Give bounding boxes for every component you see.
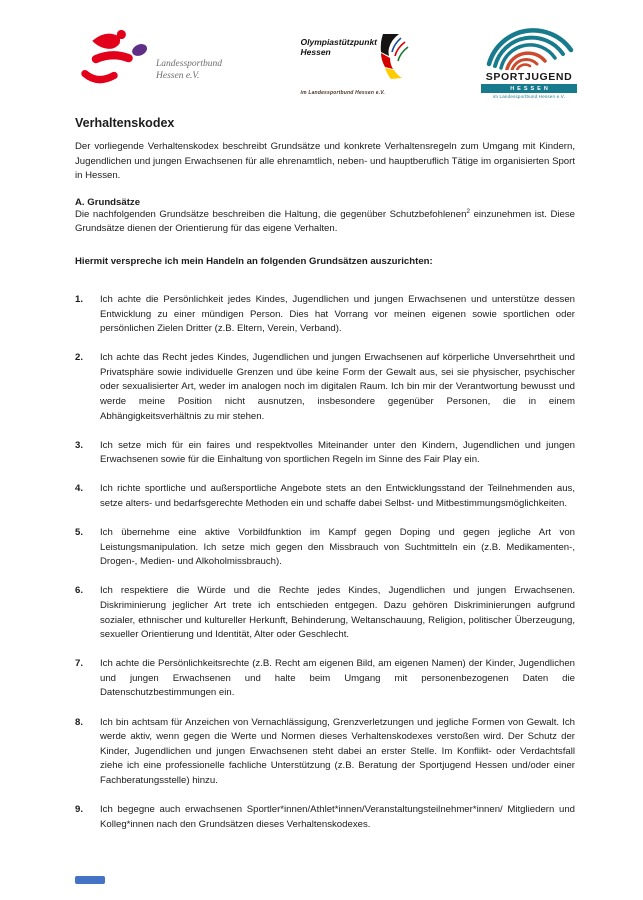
principles-list xyxy=(75,293,575,832)
item-text: Ich begegne auch erwachsenen Sportler*innen/Athlet*innen/Veranstaltungsteilnehmer*innen/ Mitgliedern und Kolleg*innen nach den Grundsätzen dieses Verhaltenskodexes. xyxy=(100,804,575,830)
item-text: Ich achte das Recht jedes Kindes, Jugendlichen und jungen Erwachsenen auf körperliche Unversehrtheit und Privatsphäre sowie individuelle Grenzen und übe keine Form der Gewalt aus, sei sie physischer, psychischer oder sexualisierter Art, weder im analogen noch im digitalen Raum. Ich bin mir der Verantwortung bewusst und werde meine Position nicht ausnutzen, insbesondere gegenüber Personen, die in einem Abhängigkeitsverhältnis zu mir stehen. xyxy=(100,352,575,422)
item-number: 3. xyxy=(75,439,84,451)
lsb-logo-line1: Landessportbund xyxy=(156,59,222,69)
sportjugend-logo-title: SPORTJUGEND xyxy=(485,71,573,83)
item-text: Ich übernehme eine aktive Vorbildfunktion im Kampf gegen Doping und gegen jegliche Art von Leistungsmanipulation. Ich setze mich gegen den Missbrauch von Suchtmitteln ein (z.B. Medikamenten-, Drogen-, Medien- und Alkoholmissbrauch). xyxy=(100,527,575,568)
sportjugend-hessen-logo xyxy=(477,26,581,99)
list-item xyxy=(75,351,575,424)
osp-title-line2: Hessen xyxy=(300,46,331,57)
section-a-text-before: Die nachfolgenden Grundsätze beschreiben die Haltung, die gegenüber Schutzbefohlenen xyxy=(75,208,467,220)
header-logos xyxy=(0,0,643,100)
section-a-body xyxy=(75,208,575,237)
sportjugend-logo-subtitle: im Landessportbund Hessen e.V. xyxy=(492,94,566,99)
item-text: Ich richte sportliche und außersportliche Angebote stets an den Entwicklungsstand der Teilnehmenden aus, setze alters- und bedarfsgerechte Methoden ein und schaffe dabei Selbst- und Mitbestimmungsmöglichkeiten. xyxy=(100,483,575,509)
item-number: 8. xyxy=(75,716,84,728)
lsb-hessen-logo xyxy=(74,26,256,94)
item-number: 6. xyxy=(75,585,84,597)
list-item xyxy=(75,716,575,789)
osp-hessen-logo xyxy=(301,26,433,96)
item-text: Ich achte die Persönlichkeit jedes Kindes, Jugendlichen und jungen Erwachsenen und unterstütze dessen Entwicklung zu einer mündigen Person. Dies hat Vorrang vor meinen eigenen sowie sportlichen oder persönlichen Zielen Dritter (z.B. Eltern, Verein, Verband). xyxy=(100,293,575,335)
promise-heading: Hiermit verspreche ich mein Handeln an folgenden Grundsätzen auszurichten: xyxy=(75,255,433,267)
footnote-marker: 2 xyxy=(466,207,471,215)
document-content xyxy=(0,116,643,832)
list-item xyxy=(75,482,575,511)
item-number: 2. xyxy=(75,352,84,364)
osp-title-line1: Olympiastützpunkt xyxy=(300,37,378,47)
section-a-heading: A. Grundsätze xyxy=(75,196,141,208)
osp-logo-title xyxy=(301,34,378,80)
lsb-logo-line2: Hessen e.V. xyxy=(156,71,200,81)
list-item xyxy=(75,439,575,468)
item-number: 1. xyxy=(75,293,84,305)
list-item xyxy=(75,293,575,337)
osp-logo-subtitle: im Landessportbund Hessen e.V. xyxy=(300,90,385,96)
lsb-athlete-icon xyxy=(74,26,156,94)
item-text: Ich bin achtsam für Anzeichen von Vernachlässigung, Grenzverletzungen und jegliche Formen von Gewalt. Ich werde aktiv, wenn gegen die Werte und Normen dieses Verhaltenskodexes verstoßen wird. Der Schutz der Kinder, Jugendlichen und jungen Erwachsenen steht dabei an erster Stelle. Im Konflikt- oder Verdachtsfall ziehe ich eine professionelle fachliche Unterstützung (z.B. Beratung der Sportjugend Hessen und/oder einer Fachberatungsstelle) hinzu. xyxy=(100,716,575,786)
item-number: 7. xyxy=(75,658,84,670)
list-item xyxy=(75,584,575,642)
intro-paragraph: Der vorliegende Verhaltenskodex beschreibt Grundsätze und konkrete Verhaltensregeln zum Umgang mit Kindern, Jugendlichen und jungen Erwachsenen für alle ehrenamtlich, neben- und hauptberuflich Tätige im organisierten Sport in Hessen. xyxy=(75,141,575,182)
item-number: 5. xyxy=(75,527,84,539)
sportjugend-arcs-icon xyxy=(481,28,577,70)
sportjugend-hessen-band: HESSEN xyxy=(481,84,577,93)
item-text: Ich setze mich für ein faires und respektvolles Miteinander unter den Kindern, Jugendlichen und jungen Erwachsenen sowie für die Einhaltung von sportlichen Regeln im Sinne des Fair Play ein. xyxy=(100,439,575,466)
section-a-text-after: einzunehmen ist. Diese Grundsätze dienen der Orientierung für das eigene Verhalten. xyxy=(75,208,576,235)
item-number: 9. xyxy=(75,804,84,815)
page-title: Verhaltenskodex xyxy=(75,116,175,130)
item-number: 4. xyxy=(75,483,84,495)
german-flag-swoosh-icon xyxy=(379,34,409,80)
list-item xyxy=(75,657,575,701)
item-text: Ich achte die Persönlichkeitsrechte (z.B. Recht am eigenen Bild, am eigenen Namen) der Kinder, Jugendlichen und jungen Erwachsenen und halte beim Umgang mit personenbezogenen Daten die Datenschutzbestimmungen ein. xyxy=(100,658,575,699)
footer-blue-bar xyxy=(75,876,105,884)
lsb-logo-text xyxy=(156,58,222,94)
list-item xyxy=(75,526,575,570)
list-item xyxy=(75,803,575,832)
item-text: Ich respektiere die Würde und die Rechte jedes Kindes, Jugendlichen und jungen Erwachsenen. Diskriminierung jeglicher Art trete ich entschieden entgegen. Dazu gehören Diskriminierungen aufgrund sozialer, ethnischer und kultureller Herkunft, Behinderung, Weltanschauung, Religion, politischer Überzeugung, sexueller Orientierung und Identität, Alter oder Geschlecht. xyxy=(100,585,575,641)
